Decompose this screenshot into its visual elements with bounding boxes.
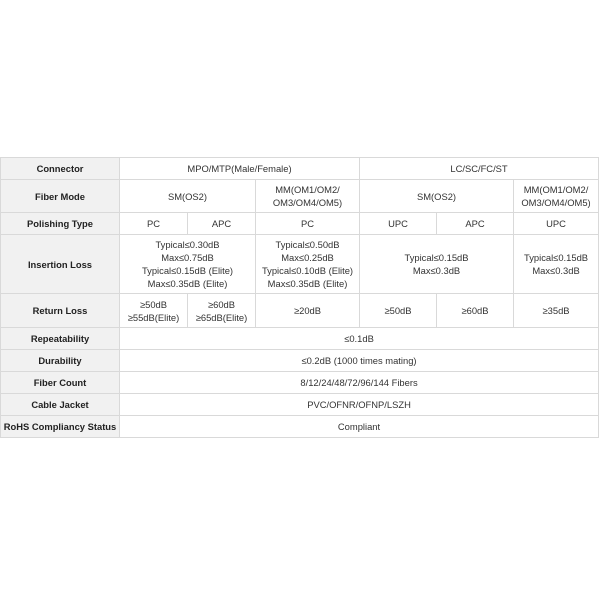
- row-label-fiber-mode: Fiber Mode: [1, 180, 120, 213]
- fiber-mode-mpo-sm-cell: SM(OS2): [120, 180, 256, 213]
- return-loss-lc-upc-cell: ≥50dB: [360, 294, 437, 328]
- table-row-rohs: [1, 416, 599, 438]
- return-loss-lc-mm-cell: ≥35dB: [514, 294, 599, 328]
- connector-mpo-cell: MPO/MTP(Male/Female): [120, 158, 360, 180]
- table-row-polishing-type: [1, 213, 599, 235]
- cell-line: Typical≤0.30dB: [155, 239, 220, 250]
- cell-line: ≥60dB: [207, 298, 236, 310]
- cell-line: Max≤0.35dB (Elite): [267, 278, 348, 289]
- table-row-durability: [1, 350, 599, 372]
- cell-line: Typical≤0.15dB: [524, 252, 589, 263]
- cell-line: Max≤0.25dB: [281, 252, 334, 263]
- fiber-mode-lc-sm-cell: SM(OS2): [360, 180, 514, 213]
- cell-line: ≥65dB(Elite): [195, 311, 248, 323]
- cell-line: MM(OM1/OM2/: [275, 184, 340, 195]
- table-row-cable-jacket: [1, 394, 599, 416]
- fiber-mode-mpo-mm-cell: [256, 180, 360, 213]
- polishing-mpo-mm-pc-cell: PC: [256, 213, 360, 235]
- cell-line: Max≤0.35dB (Elite): [147, 278, 228, 289]
- return-loss-mpo-apc-cell: [188, 294, 256, 328]
- polishing-lc-apc-cell: APC: [437, 213, 514, 235]
- table-row-fiber-mode: [1, 180, 599, 213]
- table-row-fiber-count: [1, 372, 599, 394]
- table-row-repeatability: [1, 328, 599, 350]
- row-label-return-loss: Return Loss: [1, 294, 120, 328]
- connector-lc-cell: LC/SC/FC/ST: [360, 158, 599, 180]
- insertion-loss-lc-sm-cell: [360, 235, 514, 294]
- row-label-repeatability: Repeatability: [1, 328, 120, 350]
- cell-line: Typical≤0.50dB: [275, 239, 340, 250]
- durability-value-cell: ≤0.2dB (1000 times mating): [120, 350, 599, 372]
- row-label-polishing-type: Polishing Type: [1, 213, 120, 235]
- insertion-loss-lc-mm-cell: [514, 235, 599, 294]
- row-label-cable-jacket: Cable Jacket: [1, 394, 120, 416]
- cell-line: ≥55dB(Elite): [127, 311, 180, 323]
- return-loss-mpo-mm-cell: ≥20dB: [256, 294, 360, 328]
- row-label-insertion-loss: Insertion Loss: [1, 235, 120, 294]
- table-row-connector: [1, 158, 599, 180]
- row-label-connector: Connector: [1, 158, 120, 180]
- polishing-lc-upc-cell: UPC: [360, 213, 437, 235]
- cell-line: MM(OM1/OM2/: [523, 184, 589, 195]
- insertion-loss-mpo-sm-cell: [120, 235, 256, 294]
- fiber-mode-lc-mm-cell: [514, 180, 599, 213]
- specification-table: [0, 157, 599, 438]
- insertion-loss-mpo-mm-cell: [256, 235, 360, 294]
- row-label-durability: Durability: [1, 350, 120, 372]
- polishing-mpo-pc-cell: PC: [120, 213, 188, 235]
- cell-line: OM3/OM4/OM5): [272, 197, 343, 208]
- cell-line: Typical≤0.10dB (Elite): [261, 265, 354, 276]
- return-loss-lc-apc-cell: ≥60dB: [437, 294, 514, 328]
- polishing-mpo-apc-cell: APC: [188, 213, 256, 235]
- rohs-value-cell: Compliant: [120, 416, 599, 438]
- repeatability-value-cell: ≤0.1dB: [120, 328, 599, 350]
- cell-line: Max≤0.3dB: [412, 265, 461, 276]
- cell-line: Typical≤0.15dB (Elite): [141, 265, 234, 276]
- cable-jacket-value-cell: PVC/OFNR/OFNP/LSZH: [120, 394, 599, 416]
- cell-line: OM3/OM4/OM5): [521, 197, 591, 208]
- row-label-rohs: RoHS Compliancy Status: [1, 416, 120, 438]
- table-row-insertion-loss: [1, 235, 599, 294]
- return-loss-mpo-pc-cell: [120, 294, 188, 328]
- row-label-fiber-count: Fiber Count: [1, 372, 120, 394]
- table-row-return-loss: [1, 294, 599, 328]
- fiber-count-value-cell: 8/12/24/48/72/96/144 Fibers: [120, 372, 599, 394]
- cell-line: Max≤0.75dB: [161, 252, 214, 263]
- polishing-lc-mm-upc-cell: UPC: [514, 213, 599, 235]
- cell-line: ≥50dB: [139, 298, 168, 310]
- cell-line: Max≤0.3dB: [532, 265, 580, 276]
- cell-line: Typical≤0.15dB: [404, 252, 469, 263]
